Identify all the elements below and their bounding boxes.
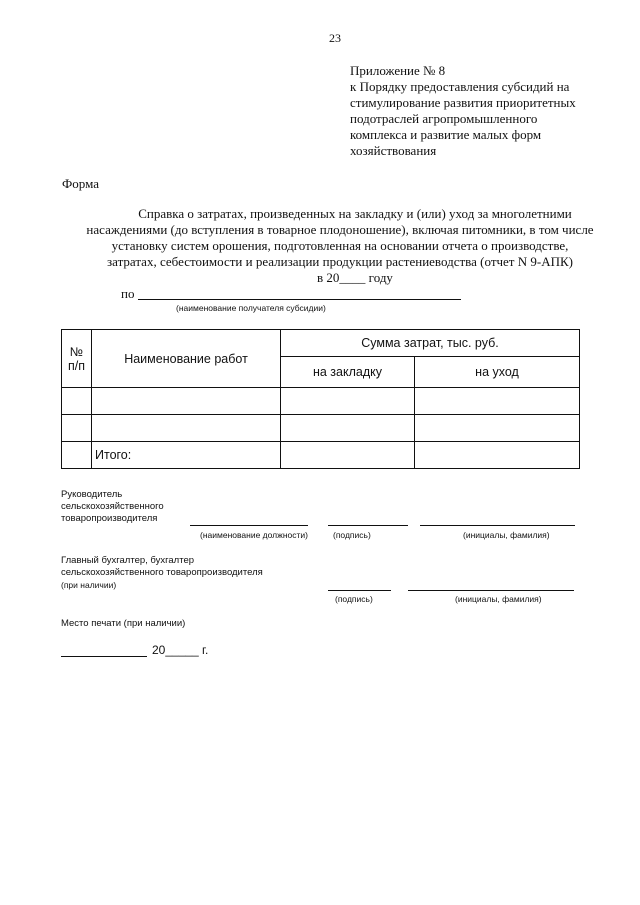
accountant-name-caption: (инициалы, фамилия) [455,594,542,604]
document-title [40,206,640,286]
appendix-line: стимулирование развития приоритетных [350,95,576,110]
cell[interactable] [281,388,415,415]
cell[interactable] [92,388,281,415]
head-name-line[interactable] [420,525,575,526]
table-row [62,388,580,415]
col-number-header [62,330,92,388]
recipient-prefix: по [121,286,135,301]
head-name-caption: (инициалы, фамилия) [463,530,550,540]
total-care-cell[interactable] [415,442,580,469]
accountant-label-line: (при наличии) [61,580,117,590]
cell [62,442,92,469]
form-label: Форма [62,176,99,191]
appendix-line: к Порядку предоставления субсидий на [350,79,570,94]
appendix-line: комплекса и развитие малых форм [350,127,542,142]
col-planting-header: на закладку [281,357,415,388]
cell[interactable] [62,388,92,415]
head-position-caption: (наименование должности) [200,530,308,540]
head-label-line: товаропроизводителя [61,513,158,524]
title-line: насаждениями (до вступления в товарное плодоношение), включая питомники, в том числе [86,222,594,237]
title-line: Справка о затратах, произведенных на закладку и (или) уход за многолетними [138,206,572,221]
page-number: 23 [329,31,341,45]
accountant-name-line[interactable] [408,590,574,591]
col-care-header: на уход [415,357,580,388]
cell[interactable] [92,415,281,442]
head-signature-line[interactable] [328,525,408,526]
head-signature-caption: (подпись) [333,530,371,540]
stamp-place: Место печати (при наличии) [61,618,186,629]
head-signature-label [61,489,164,525]
title-line: затратах, себестоимости и реализации продукции растениеводства (отчет N 9-АПК) [107,254,573,269]
title-line: установку систем орошения, подготовленная на основании отчета о производстве, [111,238,569,253]
head-position-line[interactable] [190,525,308,526]
appendix-line: Приложение № 8 [350,63,446,78]
cell[interactable] [62,415,92,442]
appendix-line: хозяйствования [350,143,437,158]
title-line: в 20____ году [317,270,393,285]
appendix-line: подотраслей агропромышленного [350,111,538,126]
accountant-signature-label [61,555,263,591]
cell[interactable] [415,388,580,415]
total-row [62,442,580,469]
table-row [62,415,580,442]
accountant-label-line: Главный бухгалтер, бухгалтер [61,555,195,566]
cell[interactable] [281,415,415,442]
col-sum-header: Сумма затрат, тыс. руб. [281,330,580,357]
head-label-line: сельскохозяйственного [61,501,164,512]
appendix-header [350,63,576,159]
costs-table [61,329,580,469]
accountant-signature-line[interactable] [328,590,391,591]
accountant-signature-caption: (подпись) [335,594,373,604]
date-line[interactable] [61,656,147,657]
head-label-line: Руководитель [61,489,123,500]
total-label: Итого: [92,442,281,469]
date-suffix: 20_____ г. [152,643,209,657]
total-planting-cell[interactable] [281,442,415,469]
col-number-label: № п/п [67,344,85,373]
recipient-input-line[interactable] [138,299,461,300]
cell[interactable] [415,415,580,442]
accountant-label-line: сельскохозяйственного товаропроизводителя [61,567,263,578]
col-work-header: Наименование работ [92,330,281,388]
recipient-caption: (наименование получателя субсидии) [176,303,326,313]
